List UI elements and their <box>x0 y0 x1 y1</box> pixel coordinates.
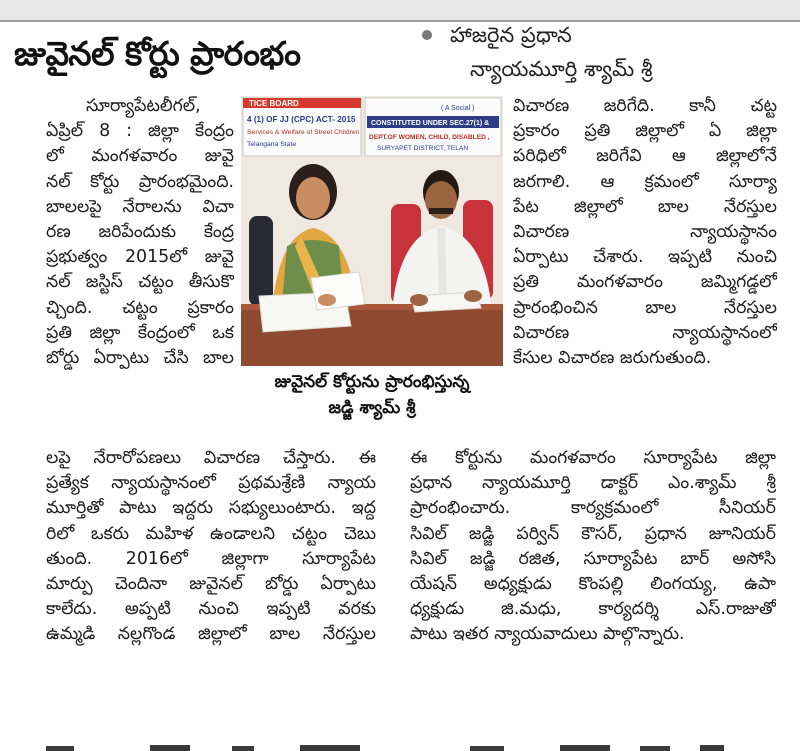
paragraph-line: రిలో ఒకరు మహిళ ఉండాలని చట్టం చెబు <box>46 523 376 544</box>
paragraph-line: నల్ జస్టిస్ చట్టం తీసుకొ <box>46 272 234 293</box>
banner-left-line-2: Services & Welfare of Street Children <box>247 129 360 136</box>
subhead-line-2: న్యాయమూర్తి శ్యామ్ శ్రీ <box>470 57 653 81</box>
paragraph-line: తుంది. 2016లో జిల్లాగా సూర్యాపేట <box>46 548 376 569</box>
paragraph-line: ప్రత్యేక న్యాయస్థానంలో ప్రథమశ్రేణి న్యాయ <box>46 473 376 494</box>
paragraph-line: సూర్యాపేటలీగల్, <box>86 96 201 116</box>
paragraph-line: కేసుల విచారణ జరుగుతుంది. <box>513 347 712 368</box>
paragraph-line: ప్రారంభించిన బాల నేరస్తుల <box>513 297 777 318</box>
news-photo <box>241 96 503 366</box>
bottom-left-column <box>46 446 376 648</box>
banner-right-line-3: DEPT.OF WOMEN, CHILD, DISABLED , <box>369 134 490 141</box>
right-column <box>513 94 777 371</box>
paragraph-line: ప్రతి మంగళవారం జమ్మిగడ్డలో <box>513 272 777 293</box>
paragraph-line: సివిల్ జడ్జి రజిత, సూర్యాపేట బార్ అసోసి <box>410 548 776 569</box>
caption-line-2: జడ్జి శ్యామ్ శ్రీ <box>328 398 416 418</box>
paragraph-line: బాలలపై నేరాలను విచా <box>46 196 234 217</box>
paragraph-line: కాలేదు. అప్పటి నుంచి ఇప్పటి వరకు <box>46 599 376 620</box>
paragraph-line: విచారణ న్యాయస్థానంలో <box>513 322 777 343</box>
paragraph-line: ప్రకారం ప్రతి జిల్లాలో ఏ జిల్లా <box>513 121 777 142</box>
paragraph-line: లో మంగళవారం జువై <box>46 146 234 167</box>
photo-illustration <box>241 96 503 366</box>
subhead-line-1: హాజరైన ప్రధాన <box>450 23 572 47</box>
left-column <box>46 94 234 371</box>
banner-right-line-2: CONSTITUTED UNDER SEC.27(1) & <box>371 120 490 127</box>
paragraph-line: బోర్డు ఏర్పాటు చేసి బాల <box>46 347 234 368</box>
subheadline <box>422 16 792 90</box>
paragraph-line: యేషన్ అధ్యక్షుడు కొంపల్లి లింగయ్య, ఉపా <box>410 573 776 594</box>
paragraph-line: జరగాలి. ఆ క్రమంలో సూర్యా <box>513 171 777 192</box>
bullet-icon <box>422 30 432 40</box>
paragraph-line: పాటు ఇతర న్యాయవాదులు పాల్గొన్నారు. <box>410 624 685 645</box>
paragraph-line: విచారణ న్యాయస్థానం <box>513 221 777 242</box>
photo-caption <box>241 369 503 439</box>
banner-left-line-1: 4 (1) OF JJ (CPC) ACT- 2015 <box>247 115 356 124</box>
paragraph-line: విచారణ జరిగేది. కానీ చట్ట <box>513 96 777 116</box>
paragraph-line: నల్ కోర్టు ప్రారంభమైంది. <box>46 171 234 192</box>
paragraph-line: చ్చింది. చట్టం ప్రకారం <box>46 297 234 318</box>
bottom-right-column <box>410 446 776 648</box>
cropped-next-line <box>0 738 800 751</box>
paragraph-line: ప్రతి జిల్లా కేంద్రంలో ఒక <box>46 322 234 343</box>
paragraph-line: ప్రభుత్వం 2015లో జువై <box>46 247 234 268</box>
paragraph-line: ఉమ్మడి నల్లగొండ జిల్లాలో బాల నేరస్తుల <box>46 624 376 645</box>
paragraph-line: ప్రధాన న్యాయమూర్తి డాక్టర్ ఎం.శ్యామ్ శ్రీ <box>410 473 776 494</box>
paragraph-line: ధ్యక్షుడు జి.మధు, కార్యదర్శి ఎస్.రాజుతో <box>410 599 776 620</box>
paragraph-line: లపై నేరారోపణలు విచారణ చేస్తారు. ఈ <box>46 448 376 468</box>
paragraph-line: మార్పు చెందినా జువైనల్ బోర్డు ఏర్పాటు <box>46 573 376 594</box>
paragraph-line: మూర్తితో పాటు ఇద్దరు సభ్యులుంటారు. ఇద్ద <box>46 498 376 519</box>
caption-line-1: జువైనల్ కోర్టును ప్రారంభిస్తున్న <box>274 372 470 392</box>
paragraph-line: ఈ కోర్టును మంగళవారం సూర్యాపేట జిల్లా <box>410 448 776 468</box>
banner-left-line-3: Telangana State <box>247 141 297 148</box>
paragraph-line: పరిధిలో జరిగేవి ఆ జిల్లాలోనే <box>513 146 777 167</box>
paragraph-line: సివిల్ జడ్జి పర్విన్ కౌసర్, ప్రధాన జూనియర్ <box>410 523 776 544</box>
paragraph-line: రణ జరిపేందుకు కేంద్ర <box>46 221 234 242</box>
cropped-text-fragments <box>0 740 800 751</box>
banner-top-text: TICE BOARD <box>249 99 299 108</box>
banner-right-line-4: SURYAPET DISTRICT, TELAN <box>377 145 469 152</box>
paragraph-line: ఏర్పాటు చేశారు. ఇప్పటి నుంచి <box>513 247 777 268</box>
paragraph-line: ఏప్రిల్ 8 : జిల్లా కేంద్రం <box>46 121 234 142</box>
banner-right-line-1: ( A Social ) <box>441 105 475 112</box>
paragraph-line: ప్రారంభించారు. కార్యక్రమంలో సీనియర్ <box>410 498 776 519</box>
paragraph-line: పేట జిల్లాలో బాల నేరస్తుల <box>513 196 777 217</box>
headline: జువైనల్ కోర్టు ప్రారంభం <box>14 34 301 73</box>
